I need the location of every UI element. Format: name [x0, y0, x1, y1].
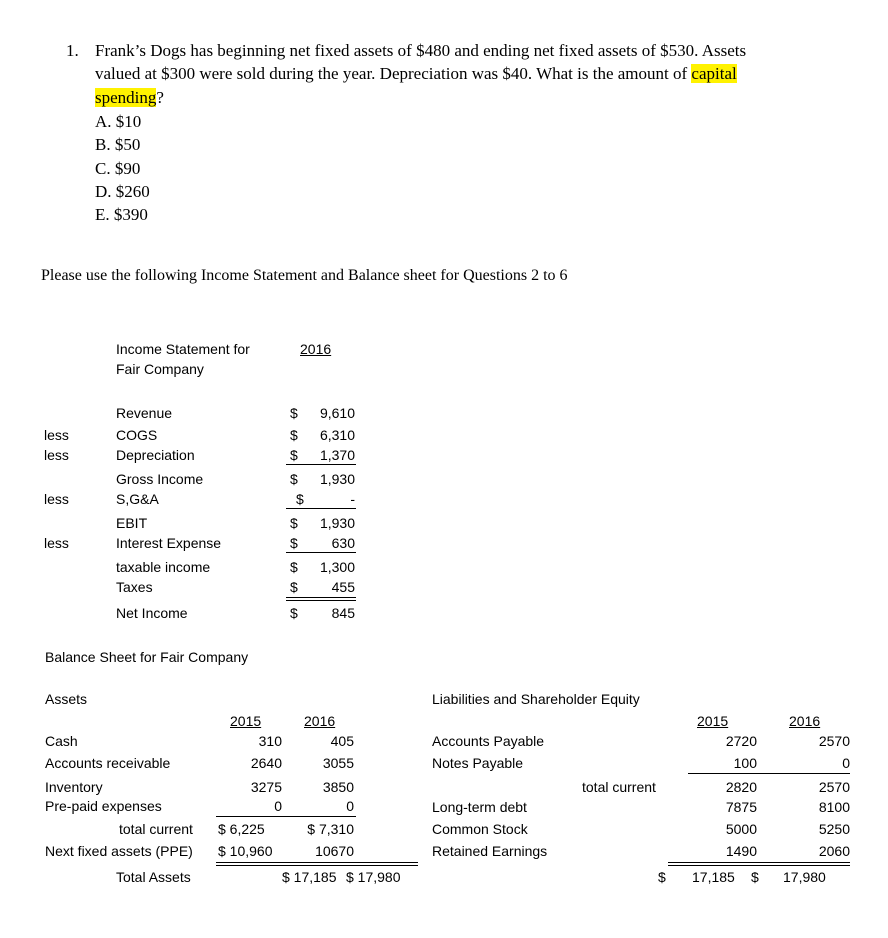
- highlight-spending: spending: [95, 88, 157, 107]
- income-statement-title-1: Income Statement for: [116, 341, 250, 357]
- is-row-value: 1,930: [319, 515, 355, 531]
- liability-row-label: Long-term debt: [432, 799, 527, 815]
- asset-row-2016: 3055: [322, 755, 354, 771]
- is-row-currency: $: [290, 579, 298, 595]
- total-assets-2015: $ 17,185: [282, 869, 337, 885]
- asset-row-2015: 0: [274, 798, 282, 814]
- question-mark: ?: [156, 88, 164, 107]
- liability-row-2015: 1490: [725, 843, 757, 859]
- is-row-value: 845: [331, 605, 355, 621]
- is-row-label: Net Income: [116, 605, 188, 621]
- total-assets-label: Total Assets: [116, 869, 191, 885]
- is-row-currency: $: [290, 405, 298, 421]
- asset-row-label: Accounts receivable: [45, 755, 171, 771]
- assets-total-current-2016: $ 7,310: [307, 821, 354, 837]
- is-row-label: COGS: [116, 427, 158, 443]
- total-assets-2016: $ 17,980: [346, 869, 401, 885]
- ppe-label: Next fixed assets (PPE): [45, 843, 193, 859]
- option-a: A. $10: [95, 112, 142, 131]
- total-liabilities-2016: 17,980: [783, 869, 826, 885]
- question-number: 1.: [66, 41, 79, 60]
- question-line-1: Frank’s Dogs has beginning net fixed assets of $480 and ending net fixed assets of $530. Assets: [95, 41, 747, 60]
- question-line-2: [95, 64, 737, 84]
- liabilities-year-2016: 2016: [789, 713, 821, 729]
- is-row-prefix: less: [44, 427, 69, 443]
- balance-sheet-title: Balance Sheet for Fair Company: [45, 649, 249, 665]
- is-row-label: Depreciation: [116, 447, 195, 463]
- question-line-2-text: valued at $300 were sold during the year. Depreciation was $40. What is the amount of: [95, 64, 688, 83]
- underline: [286, 464, 356, 465]
- is-row-value: 1,300: [319, 559, 355, 575]
- asset-row-2015: 310: [258, 733, 282, 749]
- asset-row-2016: 405: [330, 733, 354, 749]
- assets-total-current-label: total current: [119, 821, 193, 837]
- liabilities-year-2015: 2015: [697, 713, 729, 729]
- liability-row-2016: 0: [842, 755, 850, 771]
- liability-row-label: Retained Earnings: [432, 843, 548, 859]
- is-row-label: Gross Income: [116, 471, 204, 487]
- is-row-currency: $: [290, 559, 298, 575]
- is-row-value: 6,310: [319, 427, 355, 443]
- is-row-currency: $: [290, 427, 298, 443]
- total-liabilities-2016-currency: $: [751, 869, 759, 885]
- underline: [286, 552, 356, 553]
- is-row-value: 9,610: [319, 405, 355, 421]
- is-row-currency: $: [290, 605, 298, 621]
- is-row-label: Taxes: [116, 579, 153, 595]
- liability-row-2015: 100: [733, 755, 757, 771]
- is-row-label: Revenue: [116, 405, 173, 421]
- is-row-label: S,G&A: [116, 491, 159, 507]
- option-e: E. $390: [95, 205, 148, 224]
- assets-year-2016: 2016: [304, 713, 336, 729]
- is-row-prefix: less: [44, 535, 69, 551]
- is-row-label: Interest Expense: [116, 535, 222, 551]
- is-row-prefix: less: [44, 491, 69, 507]
- assets-heading: Assets: [45, 691, 88, 707]
- liability-row-label: Notes Payable: [432, 755, 524, 771]
- liability-row-2016: 2060: [818, 843, 850, 859]
- is-row-value: 1,930: [319, 471, 355, 487]
- liability-row-2015: 5000: [725, 821, 757, 837]
- underline: [286, 508, 356, 509]
- asset-row-label: Pre-paid expenses: [45, 798, 162, 814]
- asset-row-2016: 0: [346, 798, 354, 814]
- income-statement-year: 2016: [300, 341, 332, 357]
- asset-row-2016: 3850: [322, 779, 354, 795]
- underline: [688, 773, 850, 774]
- underline: [216, 816, 356, 817]
- option-c: C. $90: [95, 159, 141, 178]
- is-row-label: EBIT: [116, 515, 148, 531]
- is-row-currency: $: [290, 447, 298, 463]
- income-statement-title-2: Fair Company: [116, 361, 204, 377]
- ppe-2016: 10670: [315, 843, 354, 859]
- total-liabilities-2015: 17,185: [692, 869, 735, 885]
- highlight-capital: capital: [691, 64, 737, 83]
- is-row-currency: $: [290, 535, 298, 551]
- assets-total-current-2015: $ 6,225: [218, 821, 265, 837]
- is-row-currency: $: [290, 515, 298, 531]
- total-liabilities-currency: $: [658, 869, 666, 885]
- is-row-value: 1,370: [319, 447, 355, 463]
- liability-row-2016: 5250: [818, 821, 850, 837]
- question-line-3: [95, 88, 164, 108]
- double-underline: [668, 862, 850, 866]
- liability-row-2015: 2720: [725, 733, 757, 749]
- is-row-value: 455: [331, 579, 355, 595]
- liability-row-label: Common Stock: [432, 821, 528, 837]
- is-row-currency: $: [290, 471, 298, 487]
- is-row-label: taxable income: [116, 559, 211, 575]
- liability-row-2016: 2570: [818, 733, 850, 749]
- is-row-prefix: less: [44, 447, 69, 463]
- is-row-value: 630: [331, 535, 355, 551]
- asset-row-label: Cash: [45, 733, 78, 749]
- double-underline: [216, 862, 418, 866]
- assets-year-2015: 2015: [230, 713, 262, 729]
- asset-row-label: Inventory: [45, 779, 103, 795]
- liabilities-heading: Liabilities and Shareholder Equity: [432, 691, 640, 707]
- liability-row-2015: 7875: [725, 799, 757, 815]
- is-row-value: -: [350, 491, 355, 507]
- liability-row-2016: 8100: [818, 799, 850, 815]
- double-underline: [286, 597, 356, 601]
- asset-row-2015: 2640: [250, 755, 282, 771]
- asset-row-2015: 3275: [250, 779, 282, 795]
- liabilities-total-current-2016: 2570: [818, 779, 850, 795]
- instruction-text: Please use the following Income Statement and Balance sheet for Questions 2 to 6: [41, 267, 568, 284]
- liability-row-label: Accounts Payable: [432, 733, 545, 749]
- liabilities-total-current-label: total current: [582, 779, 656, 795]
- is-row-currency: $: [296, 491, 304, 507]
- liabilities-total-current-2015: 2820: [725, 779, 757, 795]
- ppe-2015: $ 10,960: [218, 843, 273, 859]
- option-d: D. $260: [95, 182, 150, 201]
- option-b: B. $50: [95, 135, 141, 154]
